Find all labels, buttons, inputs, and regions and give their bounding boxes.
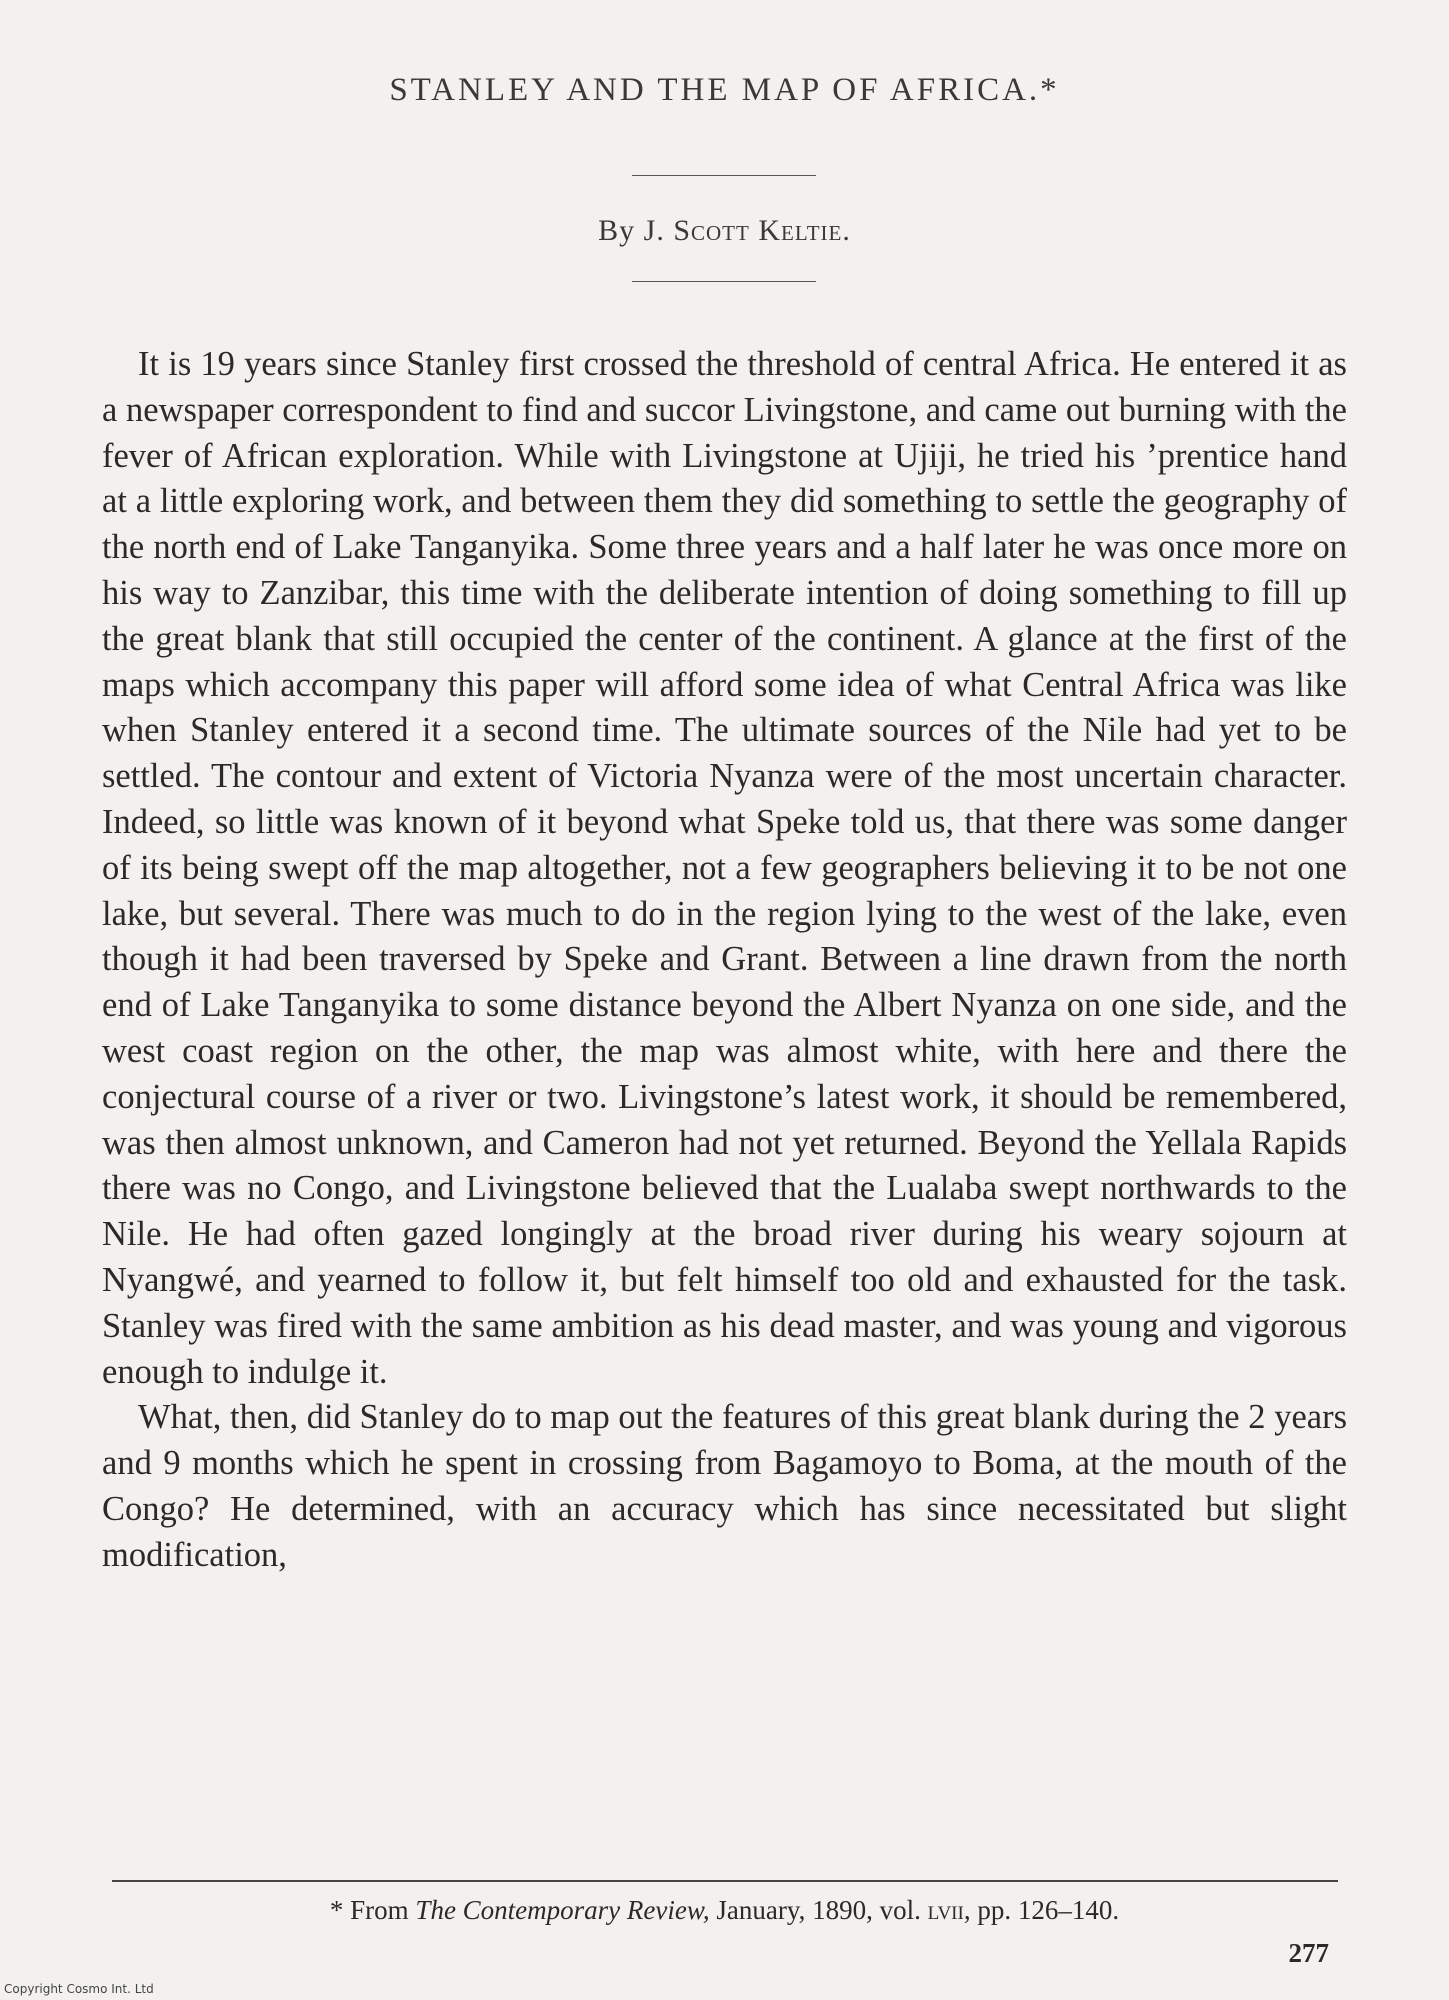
footnote-divider <box>112 1880 1338 1882</box>
paragraph: What, then, did Stanley do to map out the features of this great blank during the 2 years and 9 months which he spent in crossing from Bagamoyo to Boma, at the mouth of the Congo? He determined, with an accuracy which has since necessitated but slight modification, <box>102 1398 1347 1574</box>
byline <box>0 214 1449 248</box>
byline-prefix: By <box>598 214 636 247</box>
article-body <box>102 342 1347 1579</box>
footnote-prefix: From <box>350 1895 409 1925</box>
footnote-details: January, 1890, vol. <box>716 1895 921 1925</box>
footnote <box>0 1895 1449 1926</box>
title-divider <box>632 175 816 176</box>
footnote-marker: * <box>329 1895 344 1925</box>
footnote-volume: lvii, <box>927 1895 971 1925</box>
page-number: 277 <box>1288 1938 1329 1968</box>
paragraph: It is 19 years since Stanley first crossed the threshold of central Africa. He entered it as a newspaper correspondent to find and succor Livingstone, and came out burning with the fever of African exploration. While with Livingstone at Ujiji, he tried his ’prentice hand at a little exploring work, and between them they did something to settle the geography of the north end of Lake Tanganyika. Some three years and a half later he was once more on his way to Zanzibar, this time with the deliberate intention of doing something to fill up the great blank that still occupied the center of the continent. A glance at the first of the maps which accompany this paper will afford some idea of what Central Africa was like when Stanley entered it a second time. The ultimate sources of the Nile had yet to be settled. The contour and extent of Victoria Nyanza were of the most uncertain character. Indeed, so little was known of it beyond what Speke told us, that there was some danger of its being swept off the map altogether, not a few geographers believing it to be not one lake, but several. There was much to do in the region lying to the west of the lake, even though it had been traversed by Speke and Grant. Between a line drawn from the north end of Lake Tanganyika to some distance beyond the Albert Nyanza on one side, and the west coast region on the other, the map was almost white, with here and there the conjectural course of a river or two. Livingstone’s latest work, it should be remembered, was then almost unknown, and Cameron had not yet returned. Beyond the Yellala Rapids there was no Congo, and Livingstone believed that the Lualaba swept northwards to the Nile. He had often gazed longingly at the broad river during his weary sojourn at Nyangwé, and yearned to follow it, but felt himself too old and exhausted for the task. Stanley was fired with the same ambition as his dead master, and was young and vigorous enough to indulge it. <box>102 345 1347 1391</box>
byline-author: J. Scott Keltie. <box>643 214 851 247</box>
footnote-pages: pp. 126–140. <box>977 1895 1120 1925</box>
footnote-source: The Contemporary Review, <box>415 1895 710 1925</box>
copyright-watermark: Copyright Cosmo Int. Ltd <box>4 1982 154 1996</box>
byline-divider <box>632 281 816 282</box>
article-title: STANLEY AND THE MAP OF AFRICA.* <box>389 72 1060 108</box>
